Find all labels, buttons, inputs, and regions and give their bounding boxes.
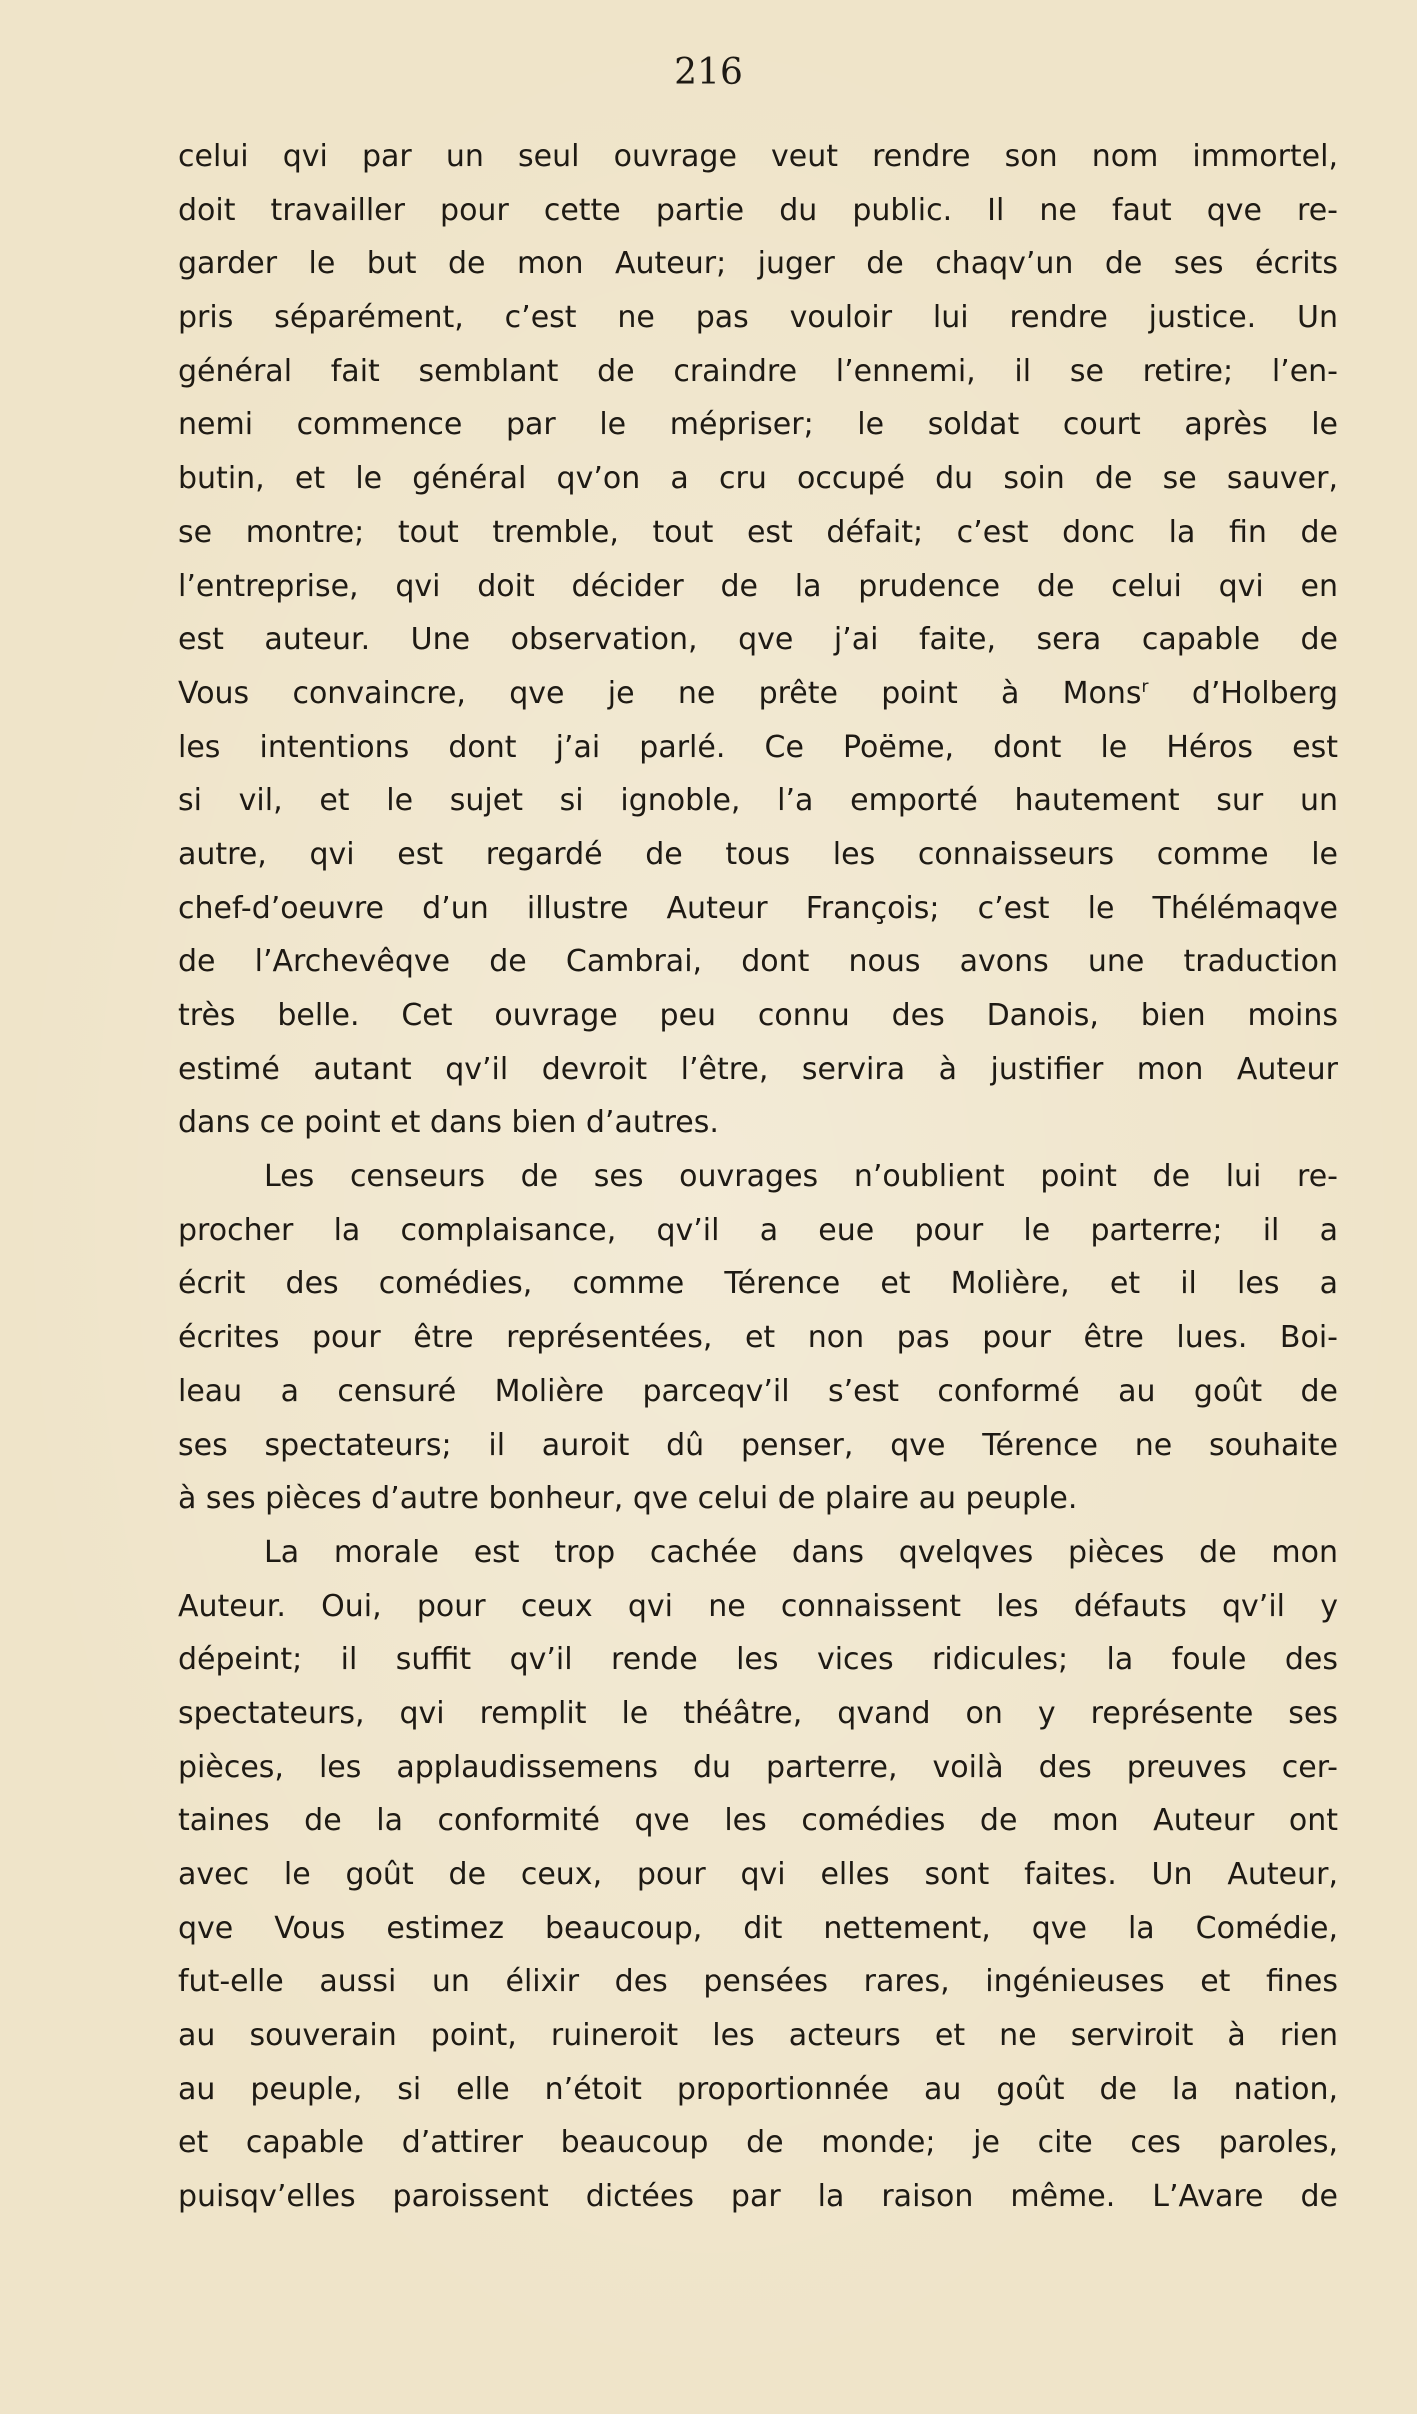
- text-line: Les censeurs de ses ouvrages n’oublient point de lui re-: [264, 1159, 1338, 1195]
- text-line: de l’Archevêqve de Cambrai, dont nous avons une traduction: [178, 944, 1338, 980]
- text-line: les intentions dont j’ai parlé. Ce Poëme, dont le Héros est: [178, 729, 1338, 765]
- text-line: général fait semblant de craindre l’ennemi, il se retire; l’en-: [178, 353, 1338, 389]
- text-line: écrit des comédies, comme Térence et Molière, et il les a: [178, 1266, 1338, 1302]
- text-line: spectateurs, qvi remplit le théâtre, qvand on y représente ses: [178, 1695, 1338, 1731]
- text-line: fut-elle aussi un élixir des pensées rares, ingénieuses et fines: [178, 1964, 1338, 2000]
- text-line: Auteur. Oui, pour ceux qvi ne connaissent les défauts qv’il y: [178, 1588, 1338, 1624]
- text-line: pris séparément, c’est ne pas vouloir lui rendre justice. Un: [178, 300, 1338, 336]
- text-line: doit travailler pour cette partie du public. Il ne faut qve re-: [178, 192, 1338, 228]
- text-line: leau a censuré Molière parceqv’il s’est conformé au goût de: [178, 1373, 1338, 1409]
- superscript: r: [1141, 676, 1149, 697]
- page-number: 216: [674, 52, 743, 93]
- text-line: si vil, et le sujet si ignoble, l’a emporté hautement sur un: [178, 783, 1338, 819]
- text-line: qve Vous estimez beaucoup, dit nettement, qve la Comédie,: [178, 1910, 1338, 1946]
- text-line: butin, et le général qv’on a cru occupé du soin de se sauver,: [178, 461, 1338, 497]
- text-line: à ses pièces d’autre bonheur, qve celui de plaire au peuple.: [178, 1481, 1078, 1517]
- text-line: dans ce point et dans bien d’autres.: [178, 1105, 719, 1141]
- text-line: et capable d’attirer beaucoup de monde; je cite ces paroles,: [178, 2125, 1338, 2161]
- text-line-with-superscript: [178, 667, 1338, 721]
- text-line: ses spectateurs; il auroit dû penser, qve Térence ne souhaite: [178, 1427, 1338, 1463]
- text-line: se montre; tout tremble, tout est défait; c’est donc la fin de: [178, 514, 1338, 550]
- text-line: nemi commence par le mépriser; le soldat court après le: [178, 407, 1338, 443]
- text-line: dépeint; il suffit qv’il rende les vices ridicules; la foule des: [178, 1642, 1338, 1678]
- text-line: procher la complaisance, qv’il a eue pour le parterre; il a: [178, 1212, 1338, 1248]
- body-text: [178, 130, 1338, 2224]
- text-line: l’entreprise, qvi doit décider de la prudence de celui qvi en: [178, 568, 1338, 604]
- text-line: pièces, les applaudissemens du parterre, voilà des preuves cer-: [178, 1749, 1338, 1785]
- text-line: au souverain point, ruineroit les acteurs et ne serviroit à rien: [178, 2018, 1338, 2054]
- text-line: est auteur. Une observation, qve j’ai faite, sera capable de: [178, 622, 1338, 658]
- text-line: avec le goût de ceux, pour qvi elles sont faites. Un Auteur,: [178, 1857, 1338, 1892]
- text-line: estimé autant qv’il devroit l’être, servira à justifier mon Auteur: [178, 1051, 1338, 1087]
- text-line: celui qvi par un seul ouvrage veut rendre son nom immortel,: [178, 139, 1338, 174]
- line-text-tail: d’Holberg: [1148, 675, 1338, 711]
- text-line: La morale est trop cachée dans qvelqves pièces de mon: [264, 1534, 1338, 1570]
- text-line: écrites pour être représentées, et non pas pour être lues. Boi-: [178, 1320, 1338, 1356]
- text-line: autre, qvi est regardé de tous les connaisseurs comme le: [178, 836, 1338, 872]
- text-line: taines de la conformité qve les comédies de mon Auteur ont: [178, 1803, 1338, 1839]
- text-line: très belle. Cet ouvrage peu connu des Danois, bien moins: [178, 998, 1338, 1033]
- text-line: puisqv’elles paroissent dictées par la raison même. L’Avare de: [178, 2179, 1338, 2215]
- text-line: chef-d’oeuvre d’un illustre Auteur François; c’est le Thélémaqve: [178, 890, 1338, 926]
- text-line: garder le but de mon Auteur; juger de chaqv’un de ses écrits: [178, 246, 1338, 282]
- line-text: Vous convaincre, qve je ne prête point à Mons: [178, 675, 1142, 711]
- text-line: au peuple, si elle n’étoit proportionnée au goût de la nation,: [178, 2071, 1338, 2107]
